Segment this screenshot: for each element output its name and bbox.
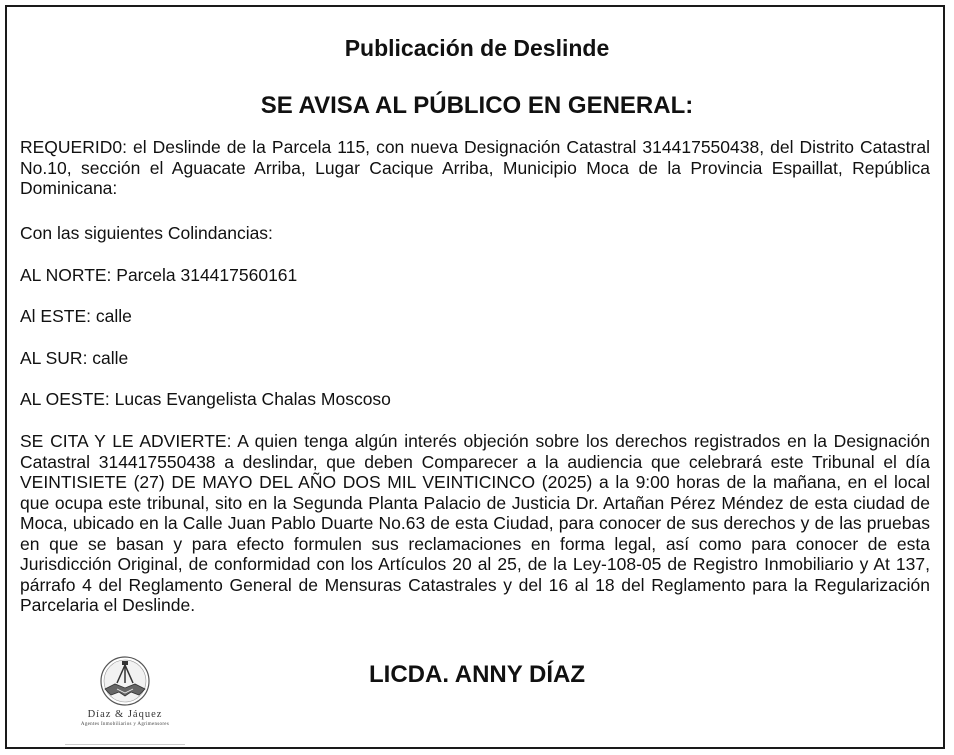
boundary-north: AL NORTE: Parcela 314417560161 (20, 265, 298, 285)
company-tagline: Agentes Inmobiliarios y Agrimensores (80, 722, 170, 727)
citation-paragraph: SE CITA Y LE ADVIERTE: A quien tenga algún interés objeción sobre los derechos registrados en la Designación Catastral 314417550438 a deslindar, que deben Comparecer a la audiencia que celebrará este Tribunal el día VEINTISIETE (27) DE MAYO DEL AÑO DOS MIL VEINTICINCO (2025) a la 9:00 horas de la mañana, en el local que ocupa este tribunal, sito en la Segunda Planta Palacio de Justicia Dr. Artañan Pérez Méndez de esta ciudad de Moca, ubicado en la Calle Juan Pablo Duarte No.63 de esta Ciudad, para conocer de sus derechos y de las pruebas en que se basan y para efecto formulen sus reclamaciones en forma legal, así como para conocer de esta Jurisdicción Original, de conformidad con los Artículos 20 al 25, de la Ley-108-05 de Registro Inmobiliario y At 137, párrafo 4 del Reglamento General de Mensuras Catastrales y del 16 al 18 del Reglamento para la Regularización Parcelaria el Deslinde. (20, 431, 930, 615)
notice-subtitle: SE AVISA AL PÚBLICO EN GENERAL: (260, 92, 694, 119)
boundary-west: AL OESTE: Lucas Evangelista Chalas Moscoso (20, 389, 391, 409)
notice-frame (5, 5, 945, 749)
notice-title: Publicación de Deslinde (344, 35, 610, 61)
signature-name: LICDA. ANNY DÍAZ (369, 661, 585, 688)
requerido-paragraph: REQUERID0: el Deslinde de la Parcela 115, con nueva Designación Catastral 314417550438, del Distrito Catastral No.10, sección el Aguacate Arriba, Lugar Cacique Arriba, Municipio Moca de la Provincia Espaillat, República Dominicana: (20, 137, 930, 198)
boundary-south: AL SUR: calle (20, 348, 129, 368)
company-name: Díaz & Jáquez (87, 709, 163, 720)
logo-divider (65, 744, 185, 745)
colindancias-intro: Con las siguientes Colindancias: (20, 223, 273, 243)
boundary-east: Al ESTE: calle (20, 306, 132, 326)
